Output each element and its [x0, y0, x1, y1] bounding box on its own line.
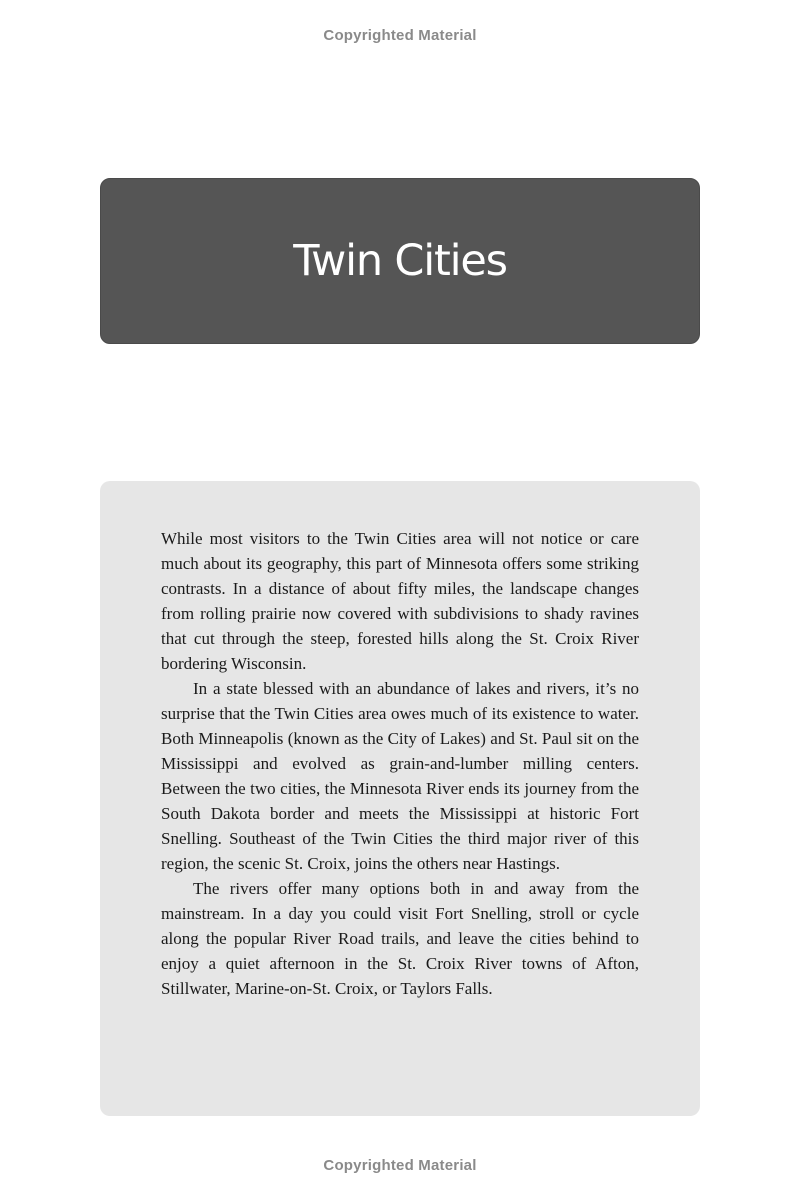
intro-paragraph-2: In a state blessed with an abundance of lakes and rivers, it’s no surprise that the Twin Cities area owes much of its existence to water. Both Minneapolis (known as the City of Lakes) and St. Paul sit on the Mississippi and evolved as grain-and-lumber milling centers. Between the two cities, the Minnesota River ends its journey from the South Dakota border and meets the Mississippi at historic Fort Snelling. Southeast of the Twin Cities the third major river of this region, the scenic St. Croix, joins the others near Hastings.	[161, 679, 639, 873]
chapter-title: Twin Cities	[293, 236, 507, 286]
copyright-watermark-bottom: Copyrighted Material	[323, 1157, 477, 1174]
intro-paragraph-3: The rivers offer many options both in and away from the mainstream. In a day you could visit Fort Snelling, stroll or cycle along the popular River Road trails, and leave the cities behind to enjoy a quiet afternoon in the St. Croix River towns of Afton, Stillwater, Marine-on-St. Croix, or Taylors Falls.	[161, 879, 639, 998]
chapter-title-banner	[100, 178, 700, 344]
intro-paragraph-1: While most visitors to the Twin Cities area will not notice or care much about its geography, this part of Minnesota offers some striking contrasts. In a distance of about fifty miles, the landscape changes from rolling prairie now covered with subdivisions to shady ravines that cut through the steep, forested hills along the St. Croix River bordering Wisconsin.	[161, 529, 639, 673]
copyright-watermark-top: Copyrighted Material	[323, 27, 477, 44]
intro-text-box	[100, 481, 700, 1116]
